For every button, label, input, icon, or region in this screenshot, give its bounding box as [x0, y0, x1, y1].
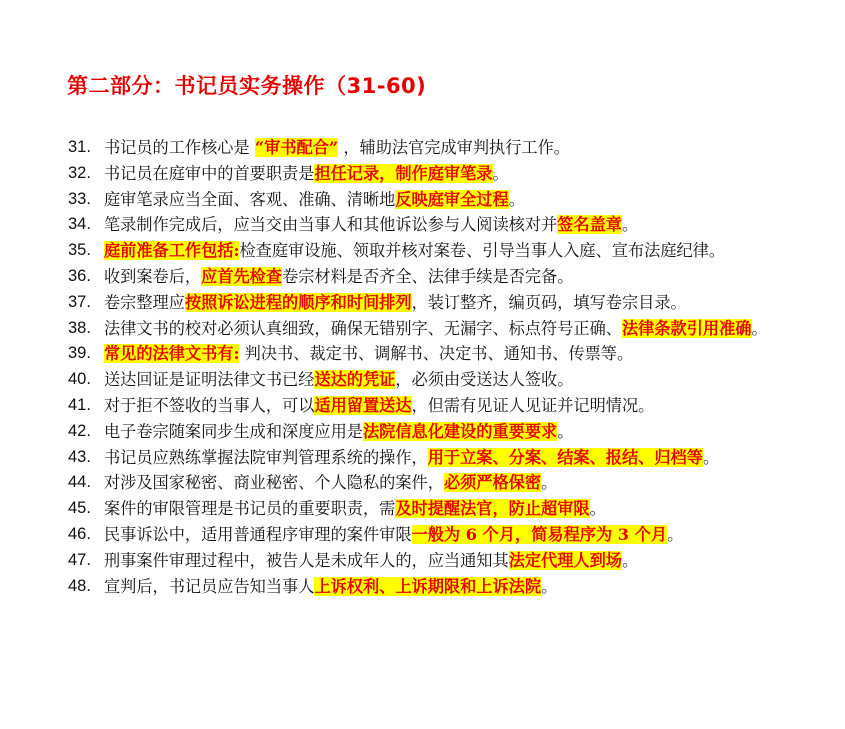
text-segment: 检查庭审设施、领取并核对案卷、引导当事人入庭、宣布法庭纪律。	[239, 241, 726, 261]
item-number: 36.	[68, 266, 91, 285]
item-text	[104, 367, 768, 393]
list-item	[68, 212, 768, 238]
item-number: 42.	[68, 421, 91, 440]
highlighted-phrase: 法律条款引用准确	[622, 318, 752, 338]
list-item	[68, 238, 768, 264]
item-text	[104, 212, 768, 238]
item-text	[104, 187, 768, 213]
item-text	[104, 238, 768, 264]
item-text	[104, 496, 768, 522]
section-title: 第二部分：书记员实务操作（31-60)	[67, 74, 427, 98]
item-text	[104, 341, 768, 367]
list-item	[68, 341, 768, 367]
text-segment: ，装订整齐，编页码，填写卷宗目录。	[411, 292, 687, 312]
item-number: 38.	[68, 318, 91, 337]
list-item	[68, 367, 768, 393]
highlighted-phrase: 按照诉讼进程的顺序和时间排列	[184, 292, 412, 312]
text-segment: 案件的审限管理是书记员的重要职责，需	[104, 499, 396, 519]
highlighted-phrase: 适用留置送达	[314, 395, 412, 415]
item-text	[104, 522, 768, 548]
list-item	[68, 290, 768, 316]
item-text	[104, 135, 768, 161]
text-segment: 书记员应熟练掌握法院审判管理系统的操作，	[104, 447, 428, 467]
highlighted-phrase: 上诉权利、上诉期限和上诉法院	[314, 576, 542, 596]
item-number: 43.	[68, 447, 91, 466]
item-text	[104, 316, 768, 342]
text-segment: ，但需有见证人见证并记明情况。	[411, 395, 655, 415]
text-segment: 刑事案件审理过程中，被告人是未成年人的，应当通知其	[104, 550, 509, 570]
list-item	[68, 548, 768, 574]
text-segment: 。	[622, 215, 639, 235]
text-segment: 法律文书的校对必须认真细致，确保无错别字、无漏字、标点符号正确、	[104, 318, 622, 338]
item-text	[104, 574, 768, 600]
item-text	[104, 445, 768, 471]
item-number: 37.	[68, 292, 91, 311]
text-segment: ，辅助法官完成审判执行工作。	[338, 138, 570, 157]
item-number: 45.	[68, 499, 91, 518]
highlighted-phrase: 应首先检查	[201, 266, 283, 286]
text-segment: 。	[541, 473, 558, 493]
list-item	[68, 135, 768, 161]
item-number: 40.	[68, 370, 91, 389]
text-segment: 判决书、裁定书、调解书、决定书、通知书、传票等。	[239, 344, 634, 364]
text-segment: 。	[492, 163, 509, 183]
list-item	[68, 522, 768, 548]
item-number: 48.	[68, 576, 91, 595]
list-item	[68, 445, 768, 471]
text-segment: 。	[557, 421, 574, 441]
item-number: 32.	[68, 163, 91, 182]
list-item	[68, 264, 768, 290]
text-segment: 笔录制作完成后，应当交由当事人和其他诉讼参与人阅读核对并	[104, 215, 558, 235]
highlighted-phrase: 担任记录，制作庭审笔录	[314, 163, 493, 183]
list-item	[68, 574, 768, 600]
highlighted-phrase: 法定代理人到场	[508, 550, 622, 570]
item-list	[68, 135, 768, 599]
highlighted-phrase: 必须严格保密	[443, 473, 542, 493]
highlighted-phrase: 用于立案、分案、结案、报结、归档等	[427, 447, 703, 467]
item-number: 35.	[68, 241, 91, 260]
text-segment: 。	[751, 318, 768, 338]
item-text	[104, 470, 768, 496]
text-segment: 送达回证是证明法律文书已经	[104, 370, 315, 390]
list-item	[68, 393, 768, 419]
text-segment: 。	[541, 576, 558, 596]
item-number: 34.	[68, 215, 91, 234]
item-text	[104, 548, 768, 574]
item-text	[104, 393, 768, 419]
highlighted-phrase: 反映庭审全过程	[395, 189, 509, 209]
item-number: 33.	[68, 189, 91, 208]
list-item	[68, 161, 768, 187]
item-number: 44.	[68, 473, 91, 492]
text-segment: ，必须由受送达人签收。	[395, 370, 574, 390]
highlighted-phrase: 庭前准备工作包括:	[104, 241, 240, 261]
highlighted-phrase: 送达的凭证	[314, 370, 396, 390]
item-number: 46.	[68, 524, 91, 543]
item-number: 31.	[68, 138, 91, 156]
list-item	[68, 316, 768, 342]
text-segment: 。	[702, 447, 720, 467]
text-segment: 。	[508, 189, 525, 209]
highlighted-phrase: “审书配合”	[254, 138, 339, 157]
text-segment: 。	[667, 524, 684, 544]
text-segment: 宣判后，书记员应告知当事人	[104, 576, 315, 596]
highlighted-phrase: 常见的法律文书有:	[104, 344, 240, 364]
text-segment: 庭审笔录应当全面、客观、准确、清晰地	[104, 189, 396, 209]
list-item	[68, 419, 768, 445]
highlighted-phrase: 签名盖章	[557, 215, 622, 235]
text-segment: 对于拒不签收的当事人，可以	[104, 395, 315, 415]
item-text	[104, 161, 768, 187]
item-number: 41.	[68, 395, 91, 414]
text-segment: 对涉及国家秘密、商业秘密、个人隐私的案件，	[104, 473, 444, 493]
item-number: 47.	[68, 550, 91, 569]
text-segment: 书记员在庭审中的首要职责是	[104, 163, 315, 183]
highlighted-phrase: 法院信息化建设的重要要求	[363, 421, 558, 441]
list-item	[68, 470, 768, 496]
text-segment: 。	[622, 550, 639, 570]
highlighted-phrase: 及时提醒法官，防止超审限	[395, 499, 590, 519]
list-item	[68, 187, 768, 213]
text-segment: 卷宗整理应	[104, 292, 185, 312]
text-segment: 。	[589, 499, 606, 519]
text-segment: 收到案卷后，	[104, 266, 202, 286]
item-text	[104, 290, 768, 316]
text-segment: 卷宗材料是否齐全、法律手续是否完备。	[282, 266, 574, 286]
text-segment: 电子卷宗随案同步生成和深度应用是	[104, 421, 363, 441]
item-text	[104, 419, 768, 445]
list-item	[68, 496, 768, 522]
text-segment: 民事诉讼中，适用普通程序审理的案件审限	[104, 524, 412, 544]
item-number: 39.	[68, 344, 91, 363]
highlighted-phrase: 一般为 6 个月，简易程序为 3 个月	[411, 524, 668, 544]
text-segment: 书记员的工作核心是	[104, 138, 255, 157]
item-text	[104, 264, 768, 290]
